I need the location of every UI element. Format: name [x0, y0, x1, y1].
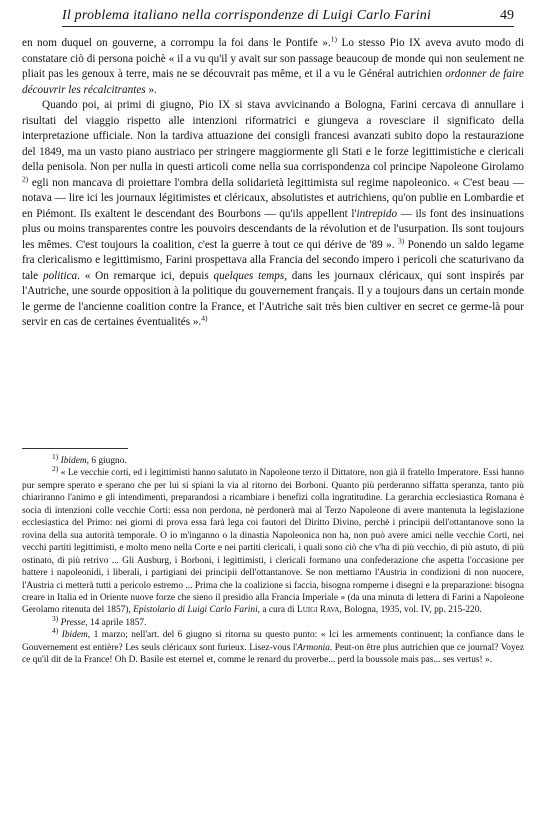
- footnote-ref-1: 1): [330, 34, 337, 44]
- text-run: en nom duquel on gouverne, a corrompu la foi dans le Pontife ».: [22, 37, 331, 49]
- footnotes: [22, 451, 525, 667]
- small-caps-text: Luigi Rava: [296, 605, 340, 616]
- italic-text: intrepido: [356, 207, 398, 220]
- text-run: Quando poi, ai primi di giugno, Pio IX si stava avvicinando a Bologna, Farini cercava di annullare i risultati del viaggio rispetto alle intenzioni riformatrici e giungeva a rovesciare il significato della interpretazione ufficiale. Non la tardiva attuazione dei consigli francesi avanzati subito dopo la restaurazione del 1849, ma un vasto piano austriaco per stringere maggiormente gli Stati e le forze legittimistiche e clericali della penisola. Non per nulla in questi articoli come nella sua corrispondenza col principe Napoleone Girolamo: [22, 99, 524, 173]
- footnote-ref-4: 4): [201, 313, 208, 323]
- italic-text: Ibidem: [60, 456, 87, 466]
- footnote-3: [22, 613, 524, 629]
- text-run: , dans les journaux cléricaux, qui sont inspirés par l'Autriche, une sourde opposition à la politique du gouvernement français. Il y a toujours dans un certain monde le germe de l'ancienne coalition contre la France, et l'Autriche sait très bien cultiver en secret ce germe-là pour servir en cas de certaines éventualités ».: [22, 269, 525, 328]
- italic-text: Presse: [60, 617, 86, 628]
- paragraph-1: [22, 36, 524, 98]
- running-title: Il problema italiano nella corrispondenze di Luigi Carlo Farini: [62, 8, 432, 23]
- main-text: [22, 36, 524, 331]
- footnote-divider: [22, 448, 128, 449]
- italic-text: Epistolario di Luigi Carlo Farini: [133, 605, 258, 616]
- text-run: Lo stesso Pio IX aveva avuto modo di constatare ciò di persona poichè « il a vu qu'il y avait sur son passage beaucoup de monde qui non seulement ne pliait pas les genoux à terre, mais ne se découvrait pas même, et il a vu le Général autrichien: [22, 37, 524, 80]
- footnote-1: [22, 451, 524, 467]
- text-run: — ils font des insinuations plus ou moins transparentes contre les pouvoirs descendants de la révolution et de l'usurpation. Ils sont toujours les mêmes. C'est toujours la coalition, c'est la guerre à tout ce qui dérive de '89 ».: [22, 207, 524, 251]
- footnote-4: [22, 626, 525, 666]
- footnote-number: 1): [52, 451, 59, 461]
- text-run: , 6 giugno.: [86, 456, 127, 466]
- text-run: egli non mancava di proiettare l'ombra della solidarietà legittimista sul regime napoleonico. « C'est beau — notava — lire ici les journaux légitimistes et cléricaux, absolutistes et autrichiens, qu'on publie en Lombardie et en Piémont. Ils exaltent le descendant des Bourbons — qu'ils appellent l': [22, 176, 524, 220]
- footnote-number: 4): [52, 626, 59, 636]
- footnote-number: 3): [52, 613, 59, 623]
- paragraph-2: [22, 98, 524, 331]
- running-header: [62, 6, 514, 27]
- italic-text: ordonner de faire découvrir les récalcitrantes: [22, 68, 525, 96]
- italic-text: quelques temps: [213, 269, 285, 282]
- text-run: ».: [145, 83, 157, 96]
- footnote-ref-3: 3): [397, 235, 405, 245]
- italic-text: Ibidem: [61, 630, 88, 641]
- text-run: , a cura di: [257, 605, 297, 616]
- footnote-2: [22, 464, 524, 616]
- text-run: , 14 aprile 1857.: [85, 617, 147, 628]
- text-run: , Bologna, 1935, vol. IV, pp. 215-220.: [339, 605, 482, 616]
- text-run: . « On remarque ici, depuis: [77, 269, 214, 282]
- italic-text: Armonia: [297, 642, 330, 653]
- text-run: . Peut-on être plus autrichien que ce journal? Voyez ce qu'il dit de la France! Oh D. Basile est eternel et, comme le renard du proverbe... perd la boussole mais pas... ses vertus! ».: [22, 642, 524, 666]
- text-run: Ponendo un saldo legame fra clericalismo e legittimismo, Farini prospettava alla Francia del secondo impero i pericoli che scaturivano da tale: [22, 238, 525, 282]
- footnote-ref-2: 2): [22, 173, 29, 183]
- footnote-number: 2): [52, 464, 59, 474]
- text-run: « Le vecchie corti, ed i legittimisti hanno salutato in Napoleone terzo il Dittatore, non già il fratello Imperatore. Essi hanno pur sempre sperato e sperano che per lui si spiani la via al ritorno dei Borboni. Quanto più perderanno siffatta speranza, tanto più chiariranno l'animo e gli intendimenti, preparandosi a ricambiare i benefizi colla ingratitudine. La gerarchia ecclesiastica Romana è socia di intenzioni colle vecchie Corti: essa non perdona, nè perdonerà mai al Terzo Napoleone di avere mantenuta la legislazione ecclesiastica del Primo: nei giorni di prova essa farà lega coi fautori del Diritto Divino, perchè i principii dell'ottantanove sono la rovina della sua autorità temporale. O io m'inganno o la dinastia Napoleonica non ha, non può avere amici nelle vecchie Corti, nei vecchi partiti legittimisti, e molto meno nella Corte e nei partiti clericali, i quali sono ciò che v'ha di più vecchio, di più astuto, di più ostinato, di più retrivo ... Gli Ausburg, i Borboni, i legittimisti, i clericali formano una confederazione che aspetta l'occasione per battere i napoleonidi, i liberali, i partigiani dei principii dell'ottantanove. Se non mettiamo l'Austria in condizioni di non nuocere, l'Austria ci metterà tutti a pericolo estremo ... Prima che la coalizione si faccia, bisogna romperne i disegni e la preparazione: bisogna creare in Italia ed in Oriente nuove forze che sieno il presidio alla Francia Imperiale » (da una minuta di lettera di Farini a Napoleone Gerolamo ritenuta del 1857),: [22, 468, 524, 616]
- page-number: 49: [500, 8, 514, 23]
- italic-text: politica: [42, 269, 78, 282]
- text-run: , 1 marzo; nell'art. del 6 giugno si ritorna su questo punto: « Ici les armements continuent; la confiance dans le Gouvernement est entière? Les seuls cléricaux sont furieux. Lisez-vous l': [22, 630, 525, 653]
